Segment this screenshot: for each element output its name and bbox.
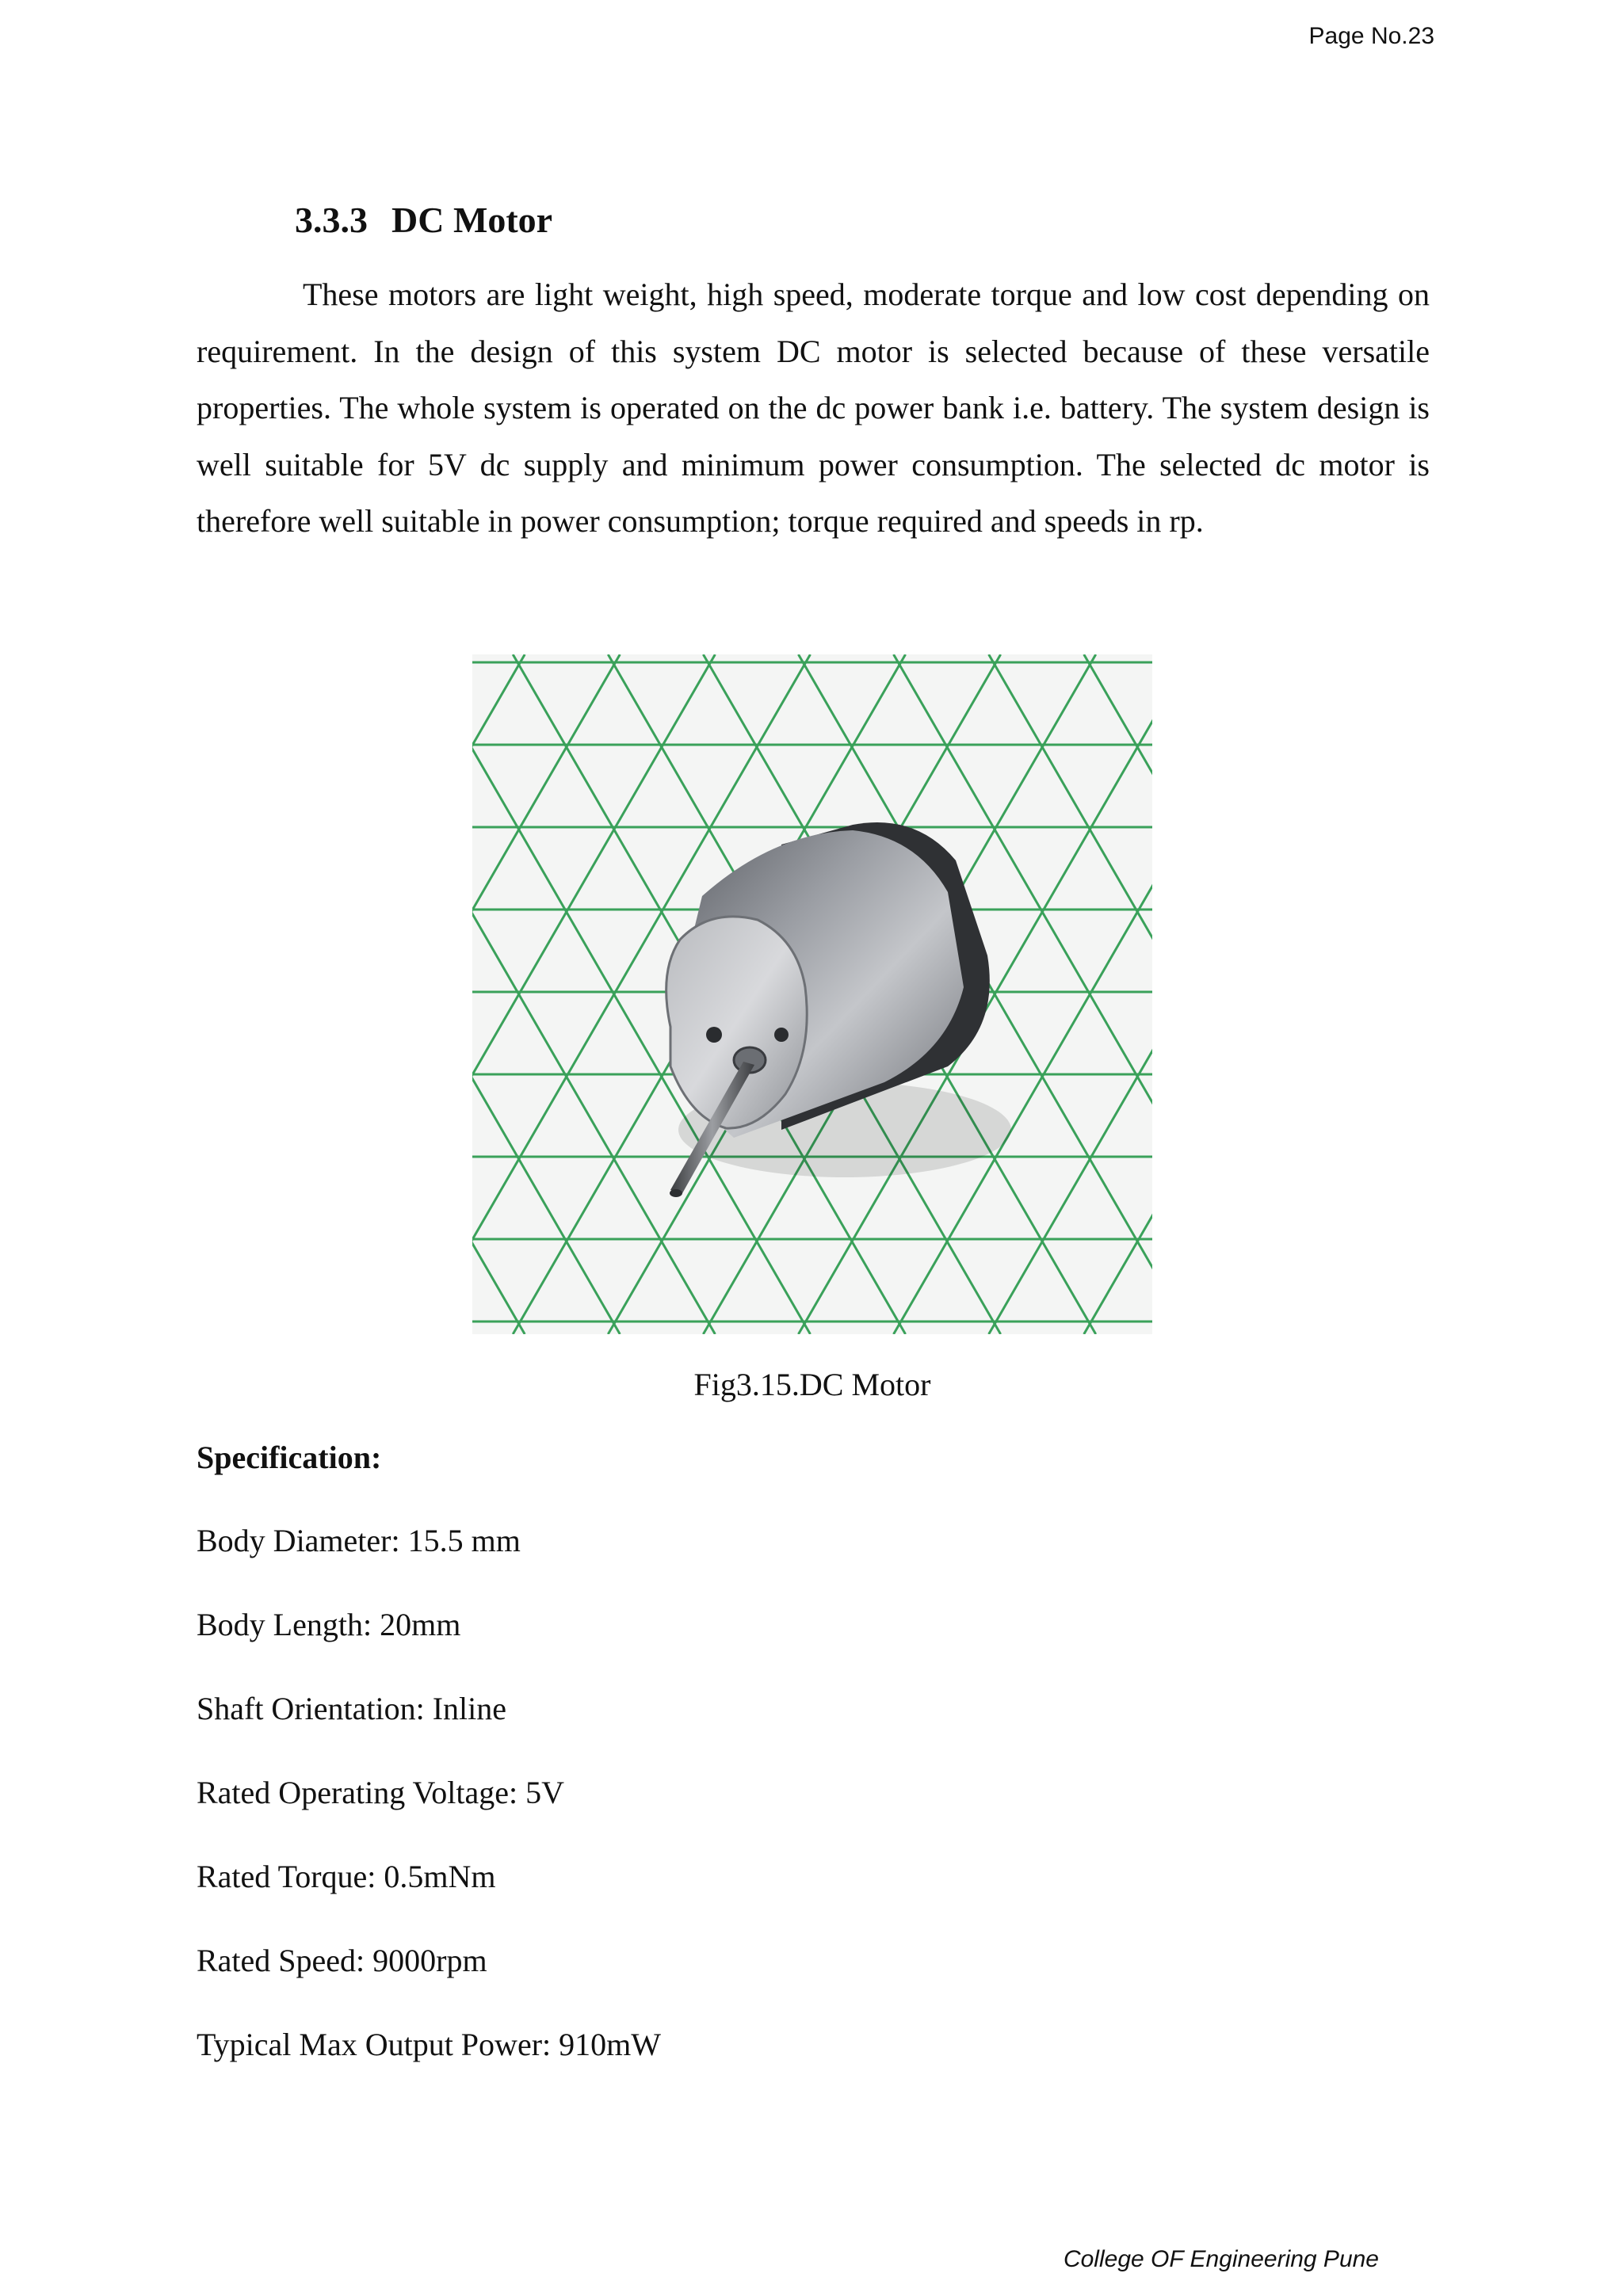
footer-institution: College OF Engineering Pune [1063,2246,1379,2272]
specification-heading: Specification: [197,1440,382,1475]
specification-list [197,1517,661,2105]
dc-motor-figure [472,654,1152,1334]
spec-item-body-length: Body Length: 20mm [197,1607,461,1642]
page-number: Page No.23 [1308,23,1434,49]
body-paragraph: These motors are light weight, high speed, moderate torque and low cost depending on requirement. In the design of this system DC motor is selected because of these versatile properties. The whole system is operated on the dc power bank i.e. battery. The system design is well suitable for 5V dc supply and minimum power consumption. The selected dc motor is therefore well suitable in power consumption; torque required and speeds in rp. [197,277,1430,539]
spec-item-rated-speed: Rated Speed: 9000rpm [197,1943,487,1978]
spec-item-body-diameter: Body Diameter: 15.5 mm [197,1523,521,1558]
section-title: DC Motor [391,200,553,240]
spec-item-rated-voltage: Rated Operating Voltage: 5V [197,1775,564,1810]
spec-item-max-output-power: Typical Max Output Power: 910mW [197,2027,661,2062]
spec-item-shaft-orientation: Shaft Orientation: Inline [197,1691,507,1726]
dc-motor-photo [472,654,1152,1334]
section-heading [295,193,552,248]
spec-item-rated-torque: Rated Torque: 0.5mNm [197,1859,496,1894]
figure-caption: Fig3.15.DC Motor [693,1367,931,1402]
section-number: 3.3.3 [295,200,368,240]
